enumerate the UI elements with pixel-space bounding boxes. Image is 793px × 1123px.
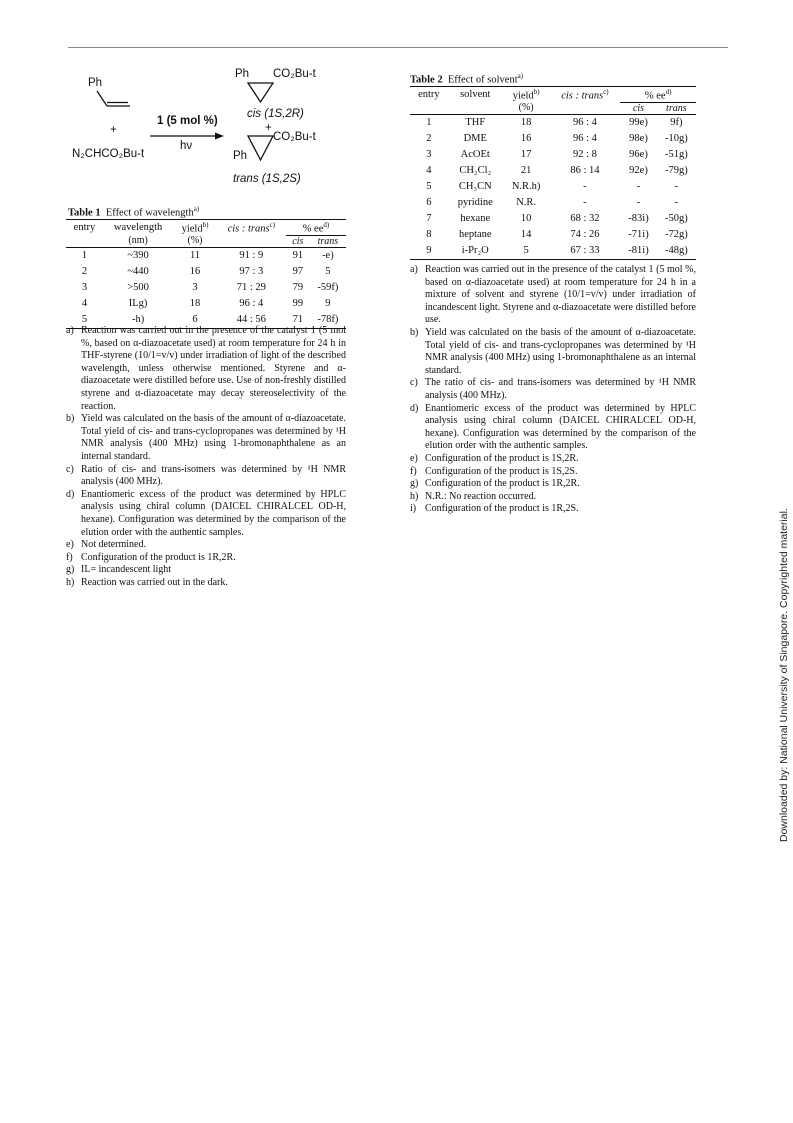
- plus-sign-2: +: [265, 122, 272, 134]
- t2-cell-yield: 14: [520, 229, 532, 240]
- t2-footnote: f) Configuration of the product is 1S,2S.: [410, 465, 578, 477]
- light-label: hν: [180, 140, 193, 152]
- t2-footnote: c) The ratio of cis- and trans-isomers was determined by ¹H NMR analysis (400 MHz).: [410, 377, 696, 401]
- t1-cell-ratio: 44 : 56: [217, 312, 286, 329]
- t2-cell-ratio: 68 : 32: [570, 213, 600, 224]
- t2-footnote: d) Enantiomeric excess of the product was determined by HPLC analysis using chiral column (DAICEL CHIRALCEL OD-H, hexane). Configuration was determined by the comparison of the elution order with the authentic samples.: [410, 402, 696, 452]
- t2-cell-entry: 9: [410, 243, 448, 260]
- t2-cell-cis: 92e): [629, 165, 648, 176]
- t2-row: [410, 195, 696, 211]
- t2-footnote: h) N.R.: No reaction occurred.: [410, 490, 537, 502]
- t1-header-wavelength-unit: (nm): [103, 235, 173, 247]
- t2-row: [410, 114, 696, 131]
- t2-cell-entry: 2: [426, 133, 432, 144]
- table2-footnotes: [410, 264, 696, 516]
- t1-header-yield: yield$^{b)}$: [173, 220, 216, 236]
- t1-cell-cis: 99: [292, 298, 304, 309]
- t1-cell-yield: 18: [189, 298, 201, 309]
- table2-caption: Table 2 Effect of solvent$^{a)}$: [410, 72, 524, 86]
- t1-cell-wavelength: >500: [127, 282, 149, 293]
- t2-cell-trans: -: [674, 181, 679, 192]
- t2-header-solvent: solvent: [448, 87, 503, 103]
- t2-cell-trans: -72g): [664, 229, 688, 240]
- trans-ester-label: CO₂Bu-t: [273, 131, 316, 143]
- t2-cell-yield: 18: [520, 117, 532, 128]
- t2-footnote: g) Configuration of the product is 1R,2R.: [410, 478, 580, 490]
- t2-cell-solvent: AcOEt: [460, 149, 490, 160]
- t1-footnote: f) Configuration of the product is 1R,2R.: [66, 551, 236, 563]
- t2-header-entry: entry: [410, 87, 448, 103]
- table1-caption: Table 1 Effect of wavelength$^{a)}$: [68, 205, 200, 219]
- t2-cell-solvent: CH₂Cl₂: [459, 165, 492, 176]
- t1-header-yield-unit: (%): [173, 235, 216, 247]
- trans-config-label: trans (1S,2S): [233, 173, 301, 185]
- t1-cell-wavelength: ILg): [128, 298, 148, 309]
- t2-cell-yield: 21: [520, 165, 532, 176]
- t2-cell-solvent: THF: [465, 117, 486, 128]
- t2-footnote: e) Configuration of the product is 1S,2R.: [410, 452, 579, 464]
- styrene-ph-label: Ph: [88, 77, 103, 89]
- t1-cell-trans: 5: [325, 266, 331, 277]
- t2-cell-entry: 3: [426, 149, 432, 160]
- t2-header-ratio: cis : trans$^{c)}$: [549, 87, 620, 103]
- t1-header-wavelength: wavelength: [103, 220, 173, 236]
- t2-cell-yield: 5: [503, 243, 550, 260]
- scheme-bonds: [60, 64, 360, 194]
- t2-cell-cis: -: [636, 197, 641, 208]
- t2-cell-solvent: i-Pr₂O: [448, 243, 503, 260]
- cis-config-label: cis (1S,2R): [247, 108, 304, 120]
- cis-ph-label: Ph: [235, 68, 250, 80]
- t2-cell-yield: 17: [520, 149, 532, 160]
- t2-cell-cis: 99e): [629, 117, 648, 128]
- t2-row: [410, 227, 696, 243]
- t2-cell-ratio: 96 : 4: [572, 117, 597, 128]
- t2-cell-cis: -81i): [620, 243, 656, 260]
- t2-cell-cis: -: [636, 181, 641, 192]
- t2-footnote: b) Yield was calculated on the basis of the amount of α-diazoacetate. Total yield of cis- and trans-cyclopropanes was determined by ¹H NMR analysis (400 MHz) using 1-bromonaphthalene as an internal standard.: [410, 326, 696, 376]
- t2-cell-entry: 7: [426, 213, 432, 224]
- t1-cell-trans: -78f): [310, 312, 346, 329]
- t2-cell-ratio: 96 : 4: [572, 133, 597, 144]
- t1-cell-yield: 16: [189, 266, 201, 277]
- t2-cell-trans: -51g): [664, 149, 688, 160]
- t2-cell-entry: 1: [426, 117, 432, 128]
- t1-footnote: b) Yield was calculated on the basis of the amount of α-diazoacetate. Total yield of cis- and trans-cyclopropanes was determined by ¹H NMR analysis (400 MHz) using 1-bromonaphthalene as an internal standard.: [66, 413, 346, 462]
- t2-row: [410, 179, 696, 195]
- t1-row: [66, 247, 346, 264]
- t2-cell-ratio: -: [583, 181, 587, 192]
- t2-cell-solvent: heptane: [458, 229, 492, 240]
- table1: [66, 219, 346, 329]
- t1-cell-ratio: 96 : 4: [239, 298, 264, 309]
- t2-header-cis: cis: [620, 102, 656, 114]
- trans-ph-label: Ph: [233, 150, 248, 162]
- t2-cell-trans: -50g): [664, 213, 688, 224]
- catalyst-label: 1 (5 mol %): [157, 115, 218, 127]
- t1-cell-entry: 1: [81, 250, 88, 261]
- download-watermark: Downloaded by: National University of Singapore. Copyrighted material.: [778, 508, 790, 842]
- t1-cell-ratio: 97 : 3: [239, 266, 264, 277]
- t1-row: [66, 296, 346, 312]
- t2-row: [410, 131, 696, 147]
- t2-cell-cis: -71i): [628, 229, 649, 240]
- t2-cell-ratio: 67 : 33: [549, 243, 620, 260]
- table2: [410, 86, 696, 260]
- t2-row: [410, 243, 696, 260]
- t2-cell-cis: 96e): [629, 149, 648, 160]
- t2-row: [410, 211, 696, 227]
- t1-row: [66, 280, 346, 296]
- t2-cell-ratio: 74 : 26: [570, 229, 600, 240]
- t2-cell-entry: 8: [426, 229, 432, 240]
- plus-sign: +: [110, 124, 117, 136]
- t1-cell-cis: 79: [292, 282, 304, 293]
- t2-header-ee: % $ee^{d)}$: [620, 87, 696, 103]
- t2-cell-entry: 4: [426, 165, 432, 176]
- t1-cell-entry: 2: [81, 266, 88, 277]
- t2-footnote: a) Reaction was carried out in the presence of the catalyst 1 (5 mol %, based on α-diazoacetate used) at room temperature for 24 h in a mixture of solvent and styrene (10/1=v/v) under irradiation of incandescent light. Styrene and α-diazoacetate were distilled before use.: [410, 264, 696, 326]
- t1-cell-yield: 6: [173, 312, 216, 329]
- t2-cell-solvent: hexane: [460, 213, 491, 224]
- t1-header-ee: % $ee^{d)}$: [286, 220, 346, 236]
- t1-footnote: h) Reaction was carried out in the dark.: [66, 576, 228, 588]
- t2-cell-solvent: DME: [463, 133, 487, 144]
- t2-cell-solvent: pyridine: [457, 197, 493, 208]
- t2-cell-trans: -79g): [664, 165, 688, 176]
- t1-cell-cis: 97: [292, 266, 304, 277]
- reaction-scheme: [60, 64, 360, 194]
- t2-cell-entry: 5: [426, 181, 432, 192]
- t1-footnote: a) Reaction was carried out in the presence of the catalyst 1 (5 mol %, based on α-diazoacetate used) at room temperature for 24 h in THF-styrene (10/1=v/v) under irradiation of light of the described wavelength, unless otherwise mentioned. Styrene and α-diazoacetate were distilled before use. Use of non-freshly distilled styrene and α-diazoacetate may decay stereoselectivity of the reaction.: [66, 325, 346, 412]
- t2-cell-trans: 9f): [670, 117, 683, 128]
- t1-cell-trans: 9: [325, 298, 331, 309]
- t2-row: [410, 163, 696, 179]
- t2-cell-cis: 98e): [629, 133, 648, 144]
- t1-cell-ratio: 71 : 29: [236, 282, 266, 293]
- t1-cell-cis: 71: [286, 312, 310, 329]
- t1-header-trans: trans: [310, 235, 346, 247]
- t2-cell-cis: -83i): [628, 213, 649, 224]
- t1-header-cis: cis: [286, 235, 310, 247]
- t2-cell-trans: -48g): [657, 243, 696, 260]
- t1-cell-wavelength: ~440: [127, 266, 149, 277]
- t2-cell-ratio: 86 : 14: [570, 165, 600, 176]
- t1-cell-yield: 3: [192, 282, 198, 293]
- t2-header-trans: trans: [657, 102, 696, 114]
- t1-cell-entry: 3: [81, 282, 88, 293]
- t1-footnote: d) Enantiomeric excess of the product was determined by HPLC analysis using chiral column (DAICEL CHIRALCEL OD-H, hexane). Configuration was determined by the comparison of the elution order with the authentic samples.: [66, 488, 346, 538]
- t2-cell-yield: N.R.: [516, 197, 537, 208]
- t1-cell-cis: 91: [292, 250, 304, 261]
- cis-ester-label: CO₂Bu-t: [273, 68, 316, 80]
- t1-footnote: c) Ratio of cis- and trans-isomers was determined by ¹H NMR analysis (400 MHz).: [66, 463, 346, 488]
- table1-footnotes: [66, 325, 346, 589]
- t1-footnote: e) Not determined.: [66, 539, 146, 551]
- t1-row: [66, 264, 346, 280]
- t1-header-entry: entry: [66, 220, 103, 236]
- t2-cell-yield: 16: [520, 133, 532, 144]
- t2-cell-trans: -10g): [664, 133, 688, 144]
- t2-cell-ratio: -: [583, 197, 587, 208]
- t1-cell-ratio: 91 : 9: [239, 250, 264, 261]
- t2-cell-trans: -: [674, 197, 679, 208]
- t2-header-yield-unit: (%): [503, 102, 550, 114]
- t2-cell-ratio: 92 : 8: [572, 149, 597, 160]
- t1-header-ratio: cis : trans$^{c)}$: [217, 220, 286, 236]
- t1-cell-entry: 4: [81, 298, 88, 309]
- diazoacetate-label: N₂CHCO₂Bu-t: [72, 148, 145, 160]
- t1-cell-wavelength: -h): [103, 312, 173, 329]
- t2-cell-entry: 6: [426, 197, 432, 208]
- t1-cell-entry: 5: [66, 312, 103, 329]
- top-rule: [68, 47, 728, 48]
- t2-header-yield: yield$^{b)}$: [503, 87, 550, 103]
- t1-footnote: g) IL= incandescent light: [66, 564, 172, 576]
- t2-footnote: i) Configuration of the product is 1R,2S.: [410, 503, 579, 515]
- t1-cell-yield: 11: [189, 250, 201, 261]
- t1-cell-wavelength: ~390: [127, 250, 149, 261]
- t2-row: [410, 147, 696, 163]
- t2-cell-yield: 10: [520, 213, 532, 224]
- t2-cell-yield: N.R.h): [511, 181, 541, 192]
- t1-cell-trans: -e): [322, 250, 334, 261]
- t1-cell-trans: -59f): [317, 282, 339, 293]
- t2-cell-solvent: CH₃CN: [458, 181, 492, 192]
